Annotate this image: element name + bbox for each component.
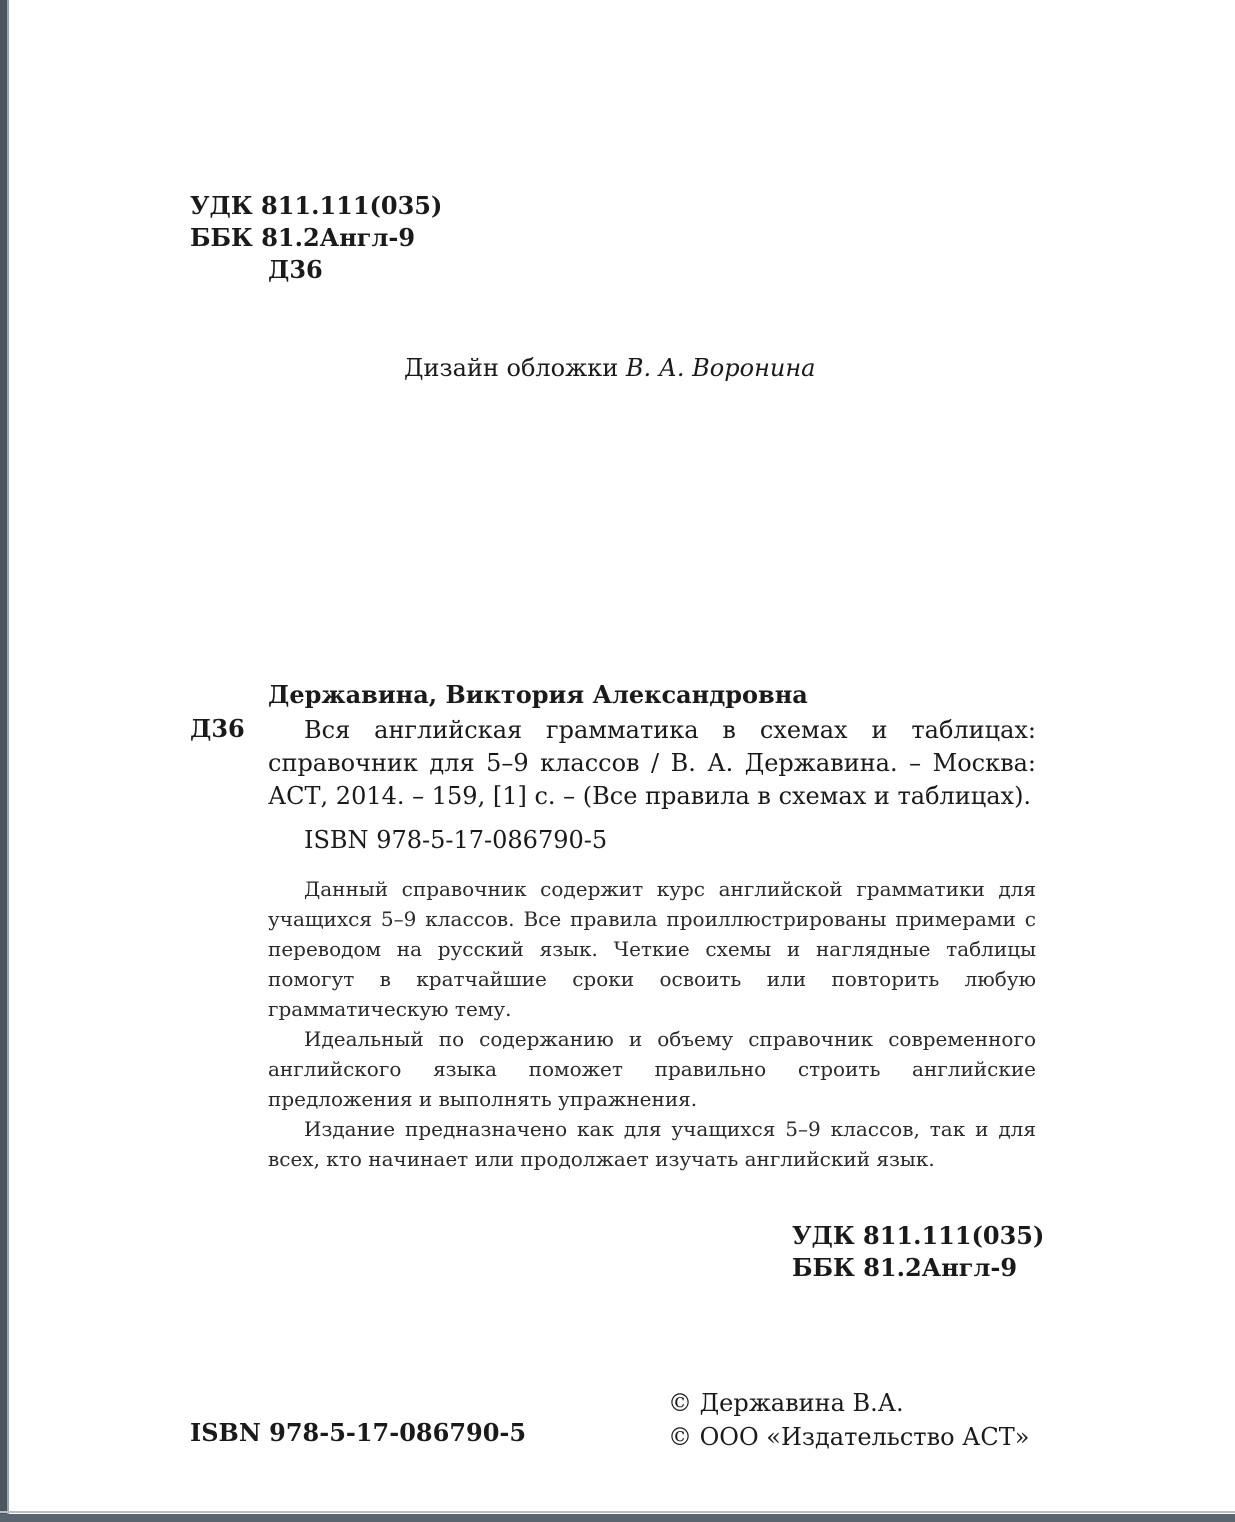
catalog-author: Державина, Виктория Александровна [268, 680, 808, 709]
page-bottom-border-shadow [0, 1511, 1235, 1513]
header-classification-codes [190, 190, 442, 286]
header-bbk: ББК 81.2Англ-9 [190, 223, 416, 252]
copyright-publisher: © ООО «Издательство АСТ» [668, 1423, 1030, 1451]
annotation-paragraph: Идеальный по содержанию и объему справочник современного английского языка поможет правильно строить английские предложения и выполнять упражнения. [268, 1027, 1036, 1111]
annotation-paragraph: Издание предназначено как для учащихся 5–9 классов, так и для всех, кто начинает или продолжает изучать английский язык. [268, 1117, 1036, 1171]
footer-classification-codes [792, 1220, 1044, 1284]
page-bottom-border [0, 1514, 1235, 1522]
catalog-description-text: Вся английская грамматика в схемах и таблицах: справочник для 5–9 классов / В. А. Державина. – Москва: АСТ, 2014. – 159, [1] с. – (Все правила в схемах и таблицах). [268, 716, 1036, 810]
copyright-block [668, 1386, 1029, 1454]
catalog-description [268, 714, 1036, 813]
isbn-bottom: ISBN 978-5-17-086790-5 [190, 1418, 527, 1447]
footer-bbk: ББК 81.2Англ-9 [792, 1253, 1018, 1282]
header-author-code: Д36 [268, 255, 323, 284]
cover-design-label: Дизайн обложки [404, 354, 619, 382]
header-udk: УДК 811.111(035) [190, 191, 443, 220]
annotation-paragraph: Данный справочник содержит курс английской грамматики для учащихся 5–9 классов. Все правила проиллюстрированы примерами с переводом на русский язык. Четкие схемы и наглядные таблицы помогут в кратчайшие сроки освоить или повторить любую грамматическую тему. [268, 877, 1036, 1021]
catalog-author-code: Д36 [190, 714, 245, 743]
catalog-isbn: ISBN 978-5-17-086790-5 [304, 826, 608, 854]
cover-design-credit [404, 354, 815, 382]
cover-designer-name: В. А. Воронина [625, 354, 816, 382]
annotation [268, 874, 1036, 1174]
page-left-border-shadow [7, 0, 9, 1522]
page-left-border [0, 0, 7, 1522]
copyright-author: © Державина В.А. [668, 1389, 904, 1417]
footer-udk: УДК 811.111(035) [792, 1221, 1045, 1250]
